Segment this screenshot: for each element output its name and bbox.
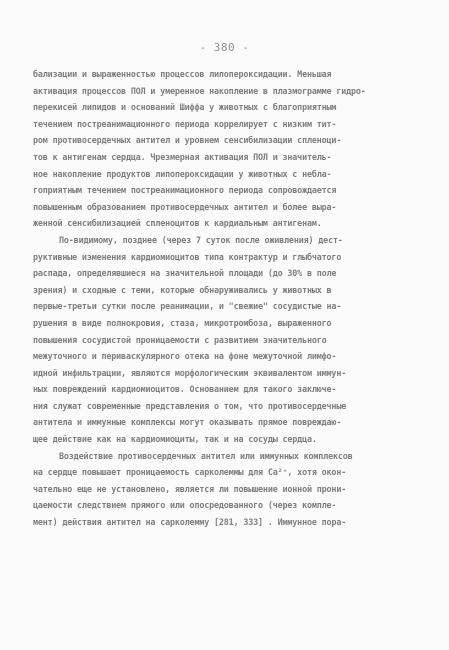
text-line: на сердце повышает проницаемость сарколеммы для Ca²⁺, хотя окон-	[33, 467, 347, 478]
text-line: ния служат современные представления о том, что противосердечные	[33, 400, 347, 411]
text-line: щее действие как на кардиомиоциты, так и на сосуды сердца.	[33, 434, 317, 445]
text-line: гоприятным течением постреанимационного периода сопровождается	[33, 185, 337, 196]
text-line: мент) действия антител на сарколемму [281, 333] . Иммунное пора-	[33, 517, 347, 528]
text-line: повышенным образованием противосердечных антител и более выра-	[33, 201, 337, 212]
page-number: - 380 -	[199, 41, 250, 54]
paragraph-first-line: По-видимому, позднее (через 7 суток после оживления) дест-	[59, 234, 343, 245]
body-text	[33, 66, 419, 531]
text-line: идной инфильтрации, являются морфологическим эквивалентом иммун-	[33, 367, 347, 378]
text-line: ных повреждений кардиомиоцитов. Основанием для такого заключе-	[33, 384, 337, 395]
text-line: женной сенсибилизацией спленоцитов к кардиальным антигенам.	[33, 218, 322, 229]
text-line: перекисей липидов и оснований Шиффа у животных с благоприятным	[33, 102, 337, 113]
text-line: ное накопление продуктов липопероксидации у животных с небла-	[33, 168, 332, 179]
text-line: первые-третьи сутки после реанимации, и "свежие" сосудистые на-	[33, 301, 342, 312]
text-line: зрения) и сходные с теми, которые обнаруживались у животных в	[33, 284, 332, 295]
text-line: распада, определявшиеся на значительной площади (до 30% в поле	[33, 268, 337, 279]
text-line: течением постреанимационного периода коррелирует с низким тит-	[33, 118, 337, 129]
text-line: руктивные изменения кардиомиоцитов типа контрактур и глыбчатого	[33, 251, 342, 262]
text-line: повышения сосудистой проницаемости с развитием значительного	[33, 334, 327, 345]
text-line: межуточного и периваскулярного отека на фоне межуточной лимфо-	[33, 351, 337, 362]
text-line: рушения в виде полнокровия, стаза, микротромбоза, выраженного	[33, 317, 332, 328]
text-line: ром противосердечных антител и уровнем сенсибилизации спленоци-	[33, 135, 342, 146]
text-line: бализации и выраженностью процессов липопероксидации. Меньшая	[33, 69, 332, 79]
text-line: антитела и иммунные комплексы могут оказывать прямое повреждаю-	[33, 417, 342, 428]
paragraph-first-line: Воздействие противосердечных антител или иммунных комплексов	[59, 450, 353, 461]
text-line: тов к антигенам сердца. Чрезмерная активация ПОЛ и значитель-	[33, 151, 332, 162]
text-line: активация процессов ПОЛ и умеренное накопление в плазмограмме гидро-	[33, 85, 366, 96]
text-line: цаемости следствием прямого или опосредованного (через компле-	[33, 500, 337, 511]
text-line: чательно еще не установлено, является ли повышение ионной прони-	[33, 483, 347, 494]
